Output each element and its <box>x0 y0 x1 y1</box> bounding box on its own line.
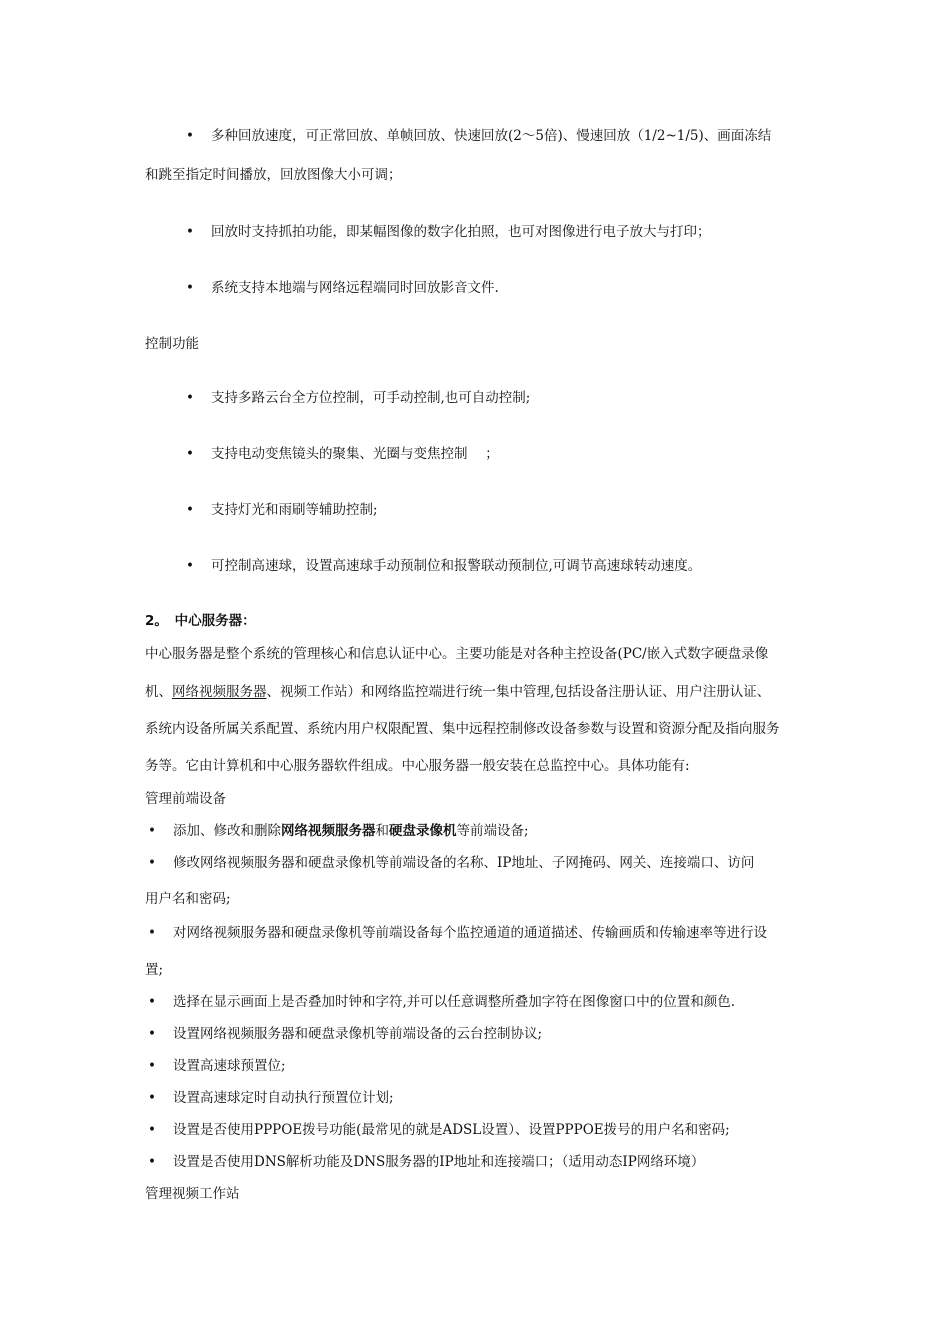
bullet-icon: • <box>186 280 194 296</box>
bullet-icon: • <box>148 1026 156 1042</box>
frontend-item-1-text: 和 <box>375 823 389 839</box>
server-heading: 2。 中心服务器： <box>145 613 256 629</box>
control-item-2: 支持电动变焦镜头的聚集、光圈与变焦控制 ； <box>211 446 499 462</box>
bullet-icon: • <box>148 1090 156 1106</box>
server-intro-line-1: 中心服务器是整个系统的管理核心和信息认证中心。主要功能是对各种主控设备(PC/嵌入式数字硬盘录像 <box>145 646 769 662</box>
bullet-icon: • <box>186 224 194 240</box>
server-intro-line-3: 系统内设备所属关系配置、系统内用户权限配置、集中远程控制修改设备参数与设置和资源分配及指向服务 <box>145 721 780 737</box>
bullet-icon: • <box>148 823 156 839</box>
playback-item-3: 系统支持本地端与网络远程端同时回放影音文件. <box>211 280 499 296</box>
frontend-item-3: 对网络视频服务器和硬盘录像机等前端设备每个监控通道的通道描述、传输画质和传输速率等进行设 <box>173 925 767 941</box>
playback-item-1: 多种回放速度，可正常回放、单帧回放、快速回放(2～5倍)、慢速回放（1/2~1/5)、画面冻结 <box>211 128 772 144</box>
server-intro-line-2 <box>145 683 770 701</box>
frontend-item-1-bold: 硬盘录像机 <box>389 823 457 839</box>
frontend-item-1 <box>173 822 529 840</box>
bullet-icon: • <box>186 390 194 406</box>
control-item-3: 支持灯光和雨刷等辅助控制; <box>211 502 378 518</box>
control-item-4: 可控制高速球，设置高速球手动预制位和报警联动预制位,可调节高速球转动速度。 <box>211 558 702 574</box>
frontend-item-4: 选择在显示画面上是否叠加时钟和字符,并可以任意调整所叠加字符在图像窗口中的位置和颜色. <box>173 994 736 1010</box>
control-item-1: 支持多路云台全方位控制，可手动控制,也可自动控制; <box>211 390 531 406</box>
bullet-icon: • <box>148 855 156 871</box>
bullet-icon: • <box>186 446 194 462</box>
frontend-item-7: 设置高速球定时自动执行预置位计划; <box>173 1090 394 1106</box>
frontend-item-1-text: 添加、修改和删除 <box>173 823 281 839</box>
bullet-icon: • <box>186 128 194 144</box>
server-intro-text: 机、 <box>145 684 172 700</box>
frontend-item-6: 设置高速球预置位; <box>173 1058 286 1074</box>
frontend-item-5: 设置网络视频服务器和硬盘录像机等前端设备的云台控制协议; <box>173 1026 543 1042</box>
bullet-icon: • <box>186 558 194 574</box>
frontend-item-1-text: 等前端设备; <box>456 823 529 839</box>
frontend-item-2-cont: 用户名和密码; <box>145 891 231 907</box>
bullet-icon: • <box>148 1154 156 1170</box>
server-intro-line-4: 务等。它由计算机和中心服务器软件组成。中心服务器一般安装在总监控中心。具体功能有: <box>145 758 690 774</box>
bullet-icon: • <box>186 502 194 518</box>
frontend-item-3-cont: 置; <box>145 962 164 978</box>
server-intro-text: 、视频工作站）和网络监控端进行统一集中管理,包括设备注册认证、用户注册认证、 <box>266 684 771 700</box>
bullet-icon: • <box>148 925 156 941</box>
network-video-server-link[interactable]: 网络视频服务器 <box>172 684 267 700</box>
bullet-icon: • <box>148 1058 156 1074</box>
playback-item-1-cont: 和跳至指定时间播放，回放图像大小可调； <box>145 167 402 183</box>
frontend-item-2: 修改网络视频服务器和硬盘录像机等前端设备的名称、IP地址、子网掩码、网关、连接端口、访问 <box>173 855 755 871</box>
frontend-item-9: 设置是否使用DNS解析功能及DNS服务器的IP地址和连接端口；（适用动态IP网络环境） <box>173 1154 705 1170</box>
frontend-item-1-bold: 网络视频服务器 <box>281 823 376 839</box>
workstation-title: 管理视频工作站 <box>145 1186 240 1202</box>
control-title: 控制功能 <box>145 336 199 352</box>
playback-item-2: 回放时支持抓拍功能，即某幅图像的数字化拍照，也可对图像进行电子放大与打印； <box>211 224 711 240</box>
bullet-icon: • <box>148 994 156 1010</box>
frontend-title: 管理前端设备 <box>145 791 226 807</box>
frontend-item-8: 设置是否使用PPPOE拨号功能(最常见的就是ADSL设置）、设置PPPOE拨号的用户名和密码; <box>173 1122 730 1138</box>
bullet-icon: • <box>148 1122 156 1138</box>
